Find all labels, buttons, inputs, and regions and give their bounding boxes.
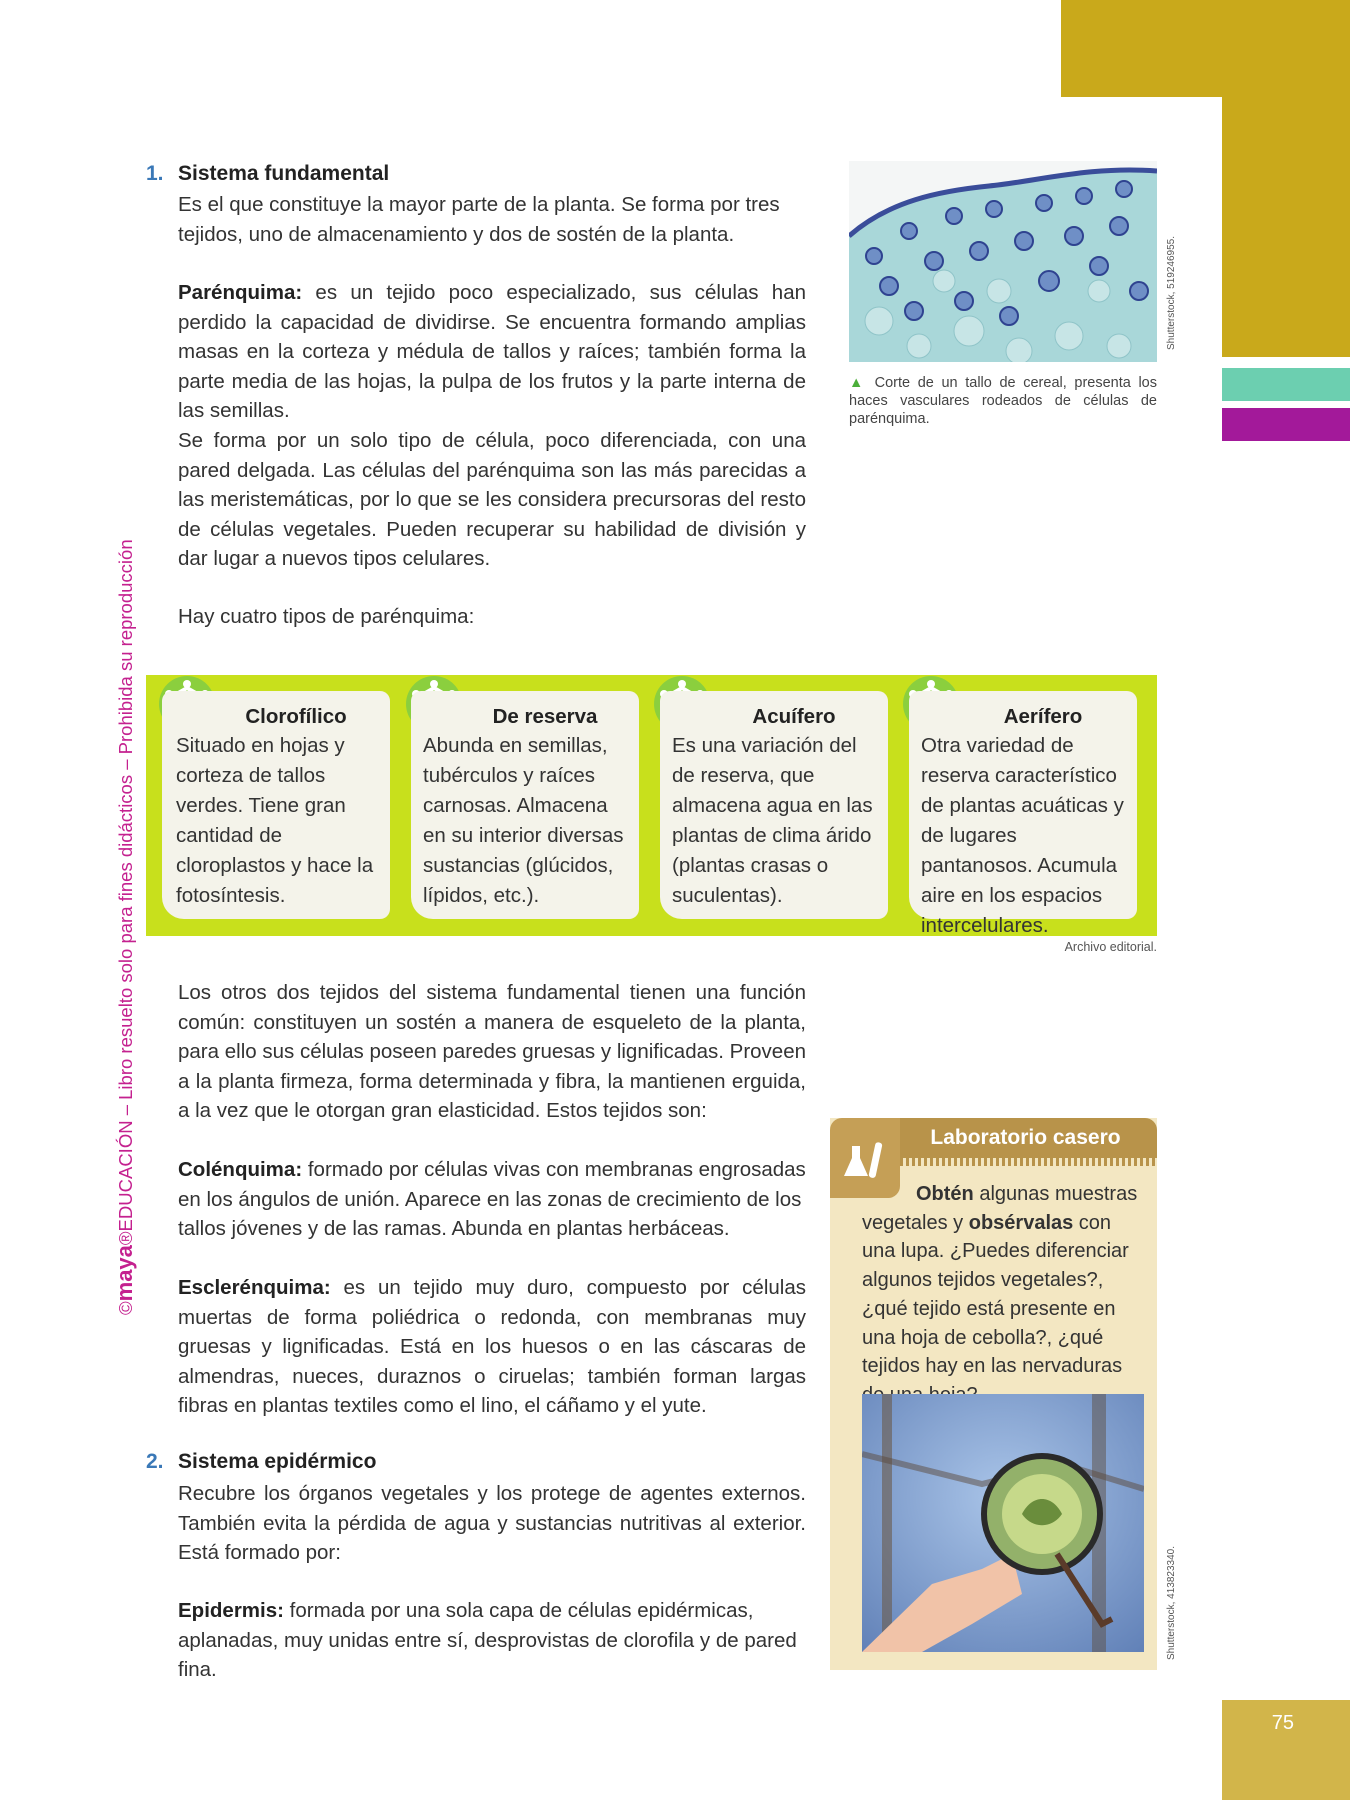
epidermis-paragraph: Epidermis: formada por una sola capa de células epidérmicas, aplanadas, muy unidas entre sí, desprovistas de clorofila y de pared fina.: [178, 1599, 797, 1681]
stem-cross-section-image: [849, 161, 1157, 362]
card-aerifero: [909, 691, 1137, 937]
gold-corner-bar: [1061, 0, 1350, 97]
lab-title: Laboratorio casero: [930, 1126, 1121, 1149]
copyright-notice: ©maya®EDUCACIÓN – Libro resuelto solo para fines didácticos – Prohibida su reproducción: [112, 539, 137, 1315]
card-clorofilico: [162, 691, 390, 919]
gold-side-bar: [1222, 97, 1350, 357]
figure1-caption: ▲ Corte de un tallo de cereal, presenta los haces vasculares rodeados de células de parénquima.: [849, 375, 1157, 427]
parenquima-term: Parénquima:: [178, 281, 303, 304]
support-intro: Los otros dos tejidos del sistema fundamental tienen una función común: constituyen un sostén a manera de esqueleto de la planta, para ello sus células poseen paredes gruesas y lignificadas. Proveen a la planta firmeza, forma determinada y fibra, la mantienen erguida, a la vez que le otorgan gran elasticidad. Estos tejidos son:: [178, 981, 806, 1122]
magenta-tab: [1222, 408, 1350, 441]
colenquima-term: Colénquima:: [178, 1158, 303, 1181]
page-number: 75: [1271, 1712, 1294, 1734]
types-intro: Hay cuatro tipos de parénquima:: [178, 605, 475, 628]
section-title-2: Sistema epidérmico: [178, 1450, 377, 1473]
section-number-2: 2.: [146, 1450, 164, 1473]
lab-photo-credit: Shutterstock, 413823340.: [1166, 1546, 1177, 1660]
card-text: Otra variedad de reserva característico de plantas acuáticas y de lugares pantanosos. Acumula aire en los espacios intercelulares.: [921, 734, 1124, 937]
figure1-credit: Shutterstock, 519246955.: [1166, 236, 1177, 350]
card-text: Abunda en semillas, tubérculos y raíces carnosas. Almacena en su interior diversas sustancias (glúcidos, lípidos, etc.).: [423, 734, 624, 907]
magnifier-photo: [862, 1394, 1144, 1652]
types-credit: Archivo editorial.: [1064, 940, 1157, 954]
section-title-1: Sistema fundamental: [178, 162, 390, 185]
teal-tab: [1222, 368, 1350, 401]
esclerenquima-term: Esclerénquima:: [178, 1276, 331, 1299]
card-text: Es una variación del de reserva, que almacena agua en las plantas de clima árido (plantas crasas o suculentas).: [672, 734, 873, 907]
parenquima-description: Se forma por un solo tipo de célula, poco diferenciada, con una pared delgada. Las células del parénquima son las más parecidas a las meristemáticas, por lo que se les considera precursoras del resto de células vegetales. Pueden recuperar su habilidad de división y dar lugar a nuevos tipos celulares.: [178, 429, 806, 570]
lab-instructions: Obtén algunas muestras vegetales y obsérvalas con una lupa. ¿Puedes diferenciar algunos tejidos vegetales?, ¿qué tejido está presente en una hoja de cebolla?, ¿qué tejidos hay en las nervaduras: [862, 1183, 1138, 1378]
card-title: De reserva: [492, 705, 598, 728]
triangle-icon: ▲: [849, 375, 867, 391]
section-number-1: 1.: [146, 162, 164, 185]
colenquima-paragraph: Colénquima: formado por células vivas con membranas engrosadas en los ángulos de unión. Aparece en las zonas de crecimiento de los tallos jóvenes y de las ramas. Abunda en plantas herbáceas.: [178, 1158, 806, 1240]
card-title: Acuífero: [752, 705, 836, 728]
card-acuifero: [660, 691, 888, 919]
brand-logo: maya: [112, 1245, 137, 1302]
card-text: Situado en hojas y corteza de tallos verdes. Tiene gran cantidad de cloroplastos y hace la fotosíntesis.: [176, 734, 374, 907]
epidermis-term: Epidermis:: [178, 1599, 284, 1622]
section1-intro: Es el que constituye la mayor parte de la planta. Se forma por tres tejidos, uno de almacenamiento y dos de sostén de la planta.: [178, 193, 780, 246]
card-title: Aerífero: [1003, 705, 1083, 728]
parenquima-paragraph: Parénquima: es un tejido poco especializado, sus células han perdido la capacidad de dividirse. Se encuentra formando amplias masas en la corteza y médula de tallos y raíces; también forma la parte media de las hojas, la pulpa de los frutos y la parte interna de las semillas.: [178, 281, 806, 422]
section2-intro: Recubre los órganos vegetales y los protege de agentes externos. También evita la pérdida de agua y sustancias nutritivas al exterior. Está formado por:: [178, 1482, 806, 1564]
lab-stripe: [894, 1158, 1157, 1166]
esclerenquima-paragraph: Esclerénquima: es un tejido muy duro, compuesto por células muertas de forma poliédrica o redonda, con membranas muy gruesas y lignificadas. Está en los huesos o en las cáscaras de almendras, nueces, duraznos o ciruelas; también forman largas fibras en plantas textiles como el lino, el cáñamo y el yute.: [178, 1276, 806, 1417]
card-de-reserva: [411, 691, 639, 919]
card-title: Clorofílico: [245, 705, 347, 728]
